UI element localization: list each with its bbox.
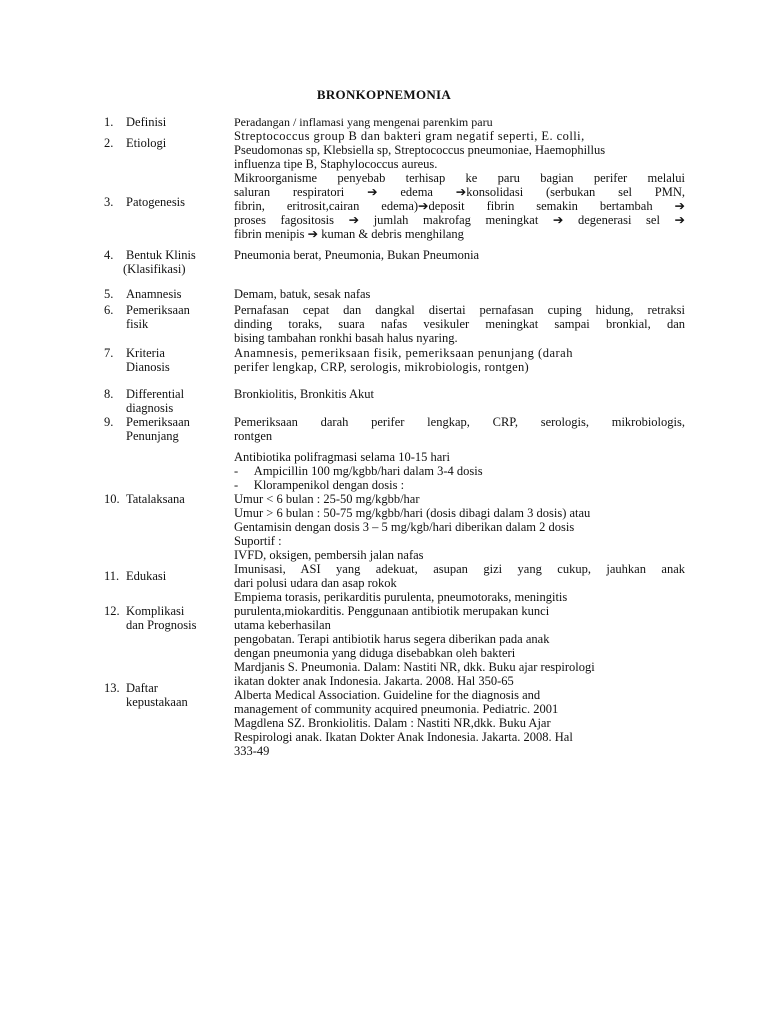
row-label: Etiologi xyxy=(126,136,167,150)
reference-line: ikatan dokter anak Indonesia. Jakarta. 2008. Hal 350-65 xyxy=(234,674,514,688)
content-line: Pemeriksaan darah perifer lengkap, CRP, serologis, mikrobiologis, xyxy=(234,415,685,429)
row-number: 9. xyxy=(104,415,114,429)
row-content xyxy=(234,660,685,758)
content-line: utama keberhasilan xyxy=(234,618,331,632)
row-content xyxy=(234,590,685,660)
content-line: Streptococcus group B dan bakteri gram negatif seperti, E. colli, xyxy=(234,129,585,143)
content-line: Gentamisin dengan dosis 3 – 5 mg/kgb/hari diberikan dalam 2 dosis xyxy=(234,520,575,534)
reference-line: Mardjanis S. Pneumonia. Dalam: Nastiti NR, dkk. Buku ajar respirologi xyxy=(234,660,595,674)
document-title: BRONKOPNEMONIA xyxy=(316,87,452,102)
row-label: Differential xyxy=(126,387,185,401)
content-line: Anamnesis, pemeriksaan fisik, pemeriksaan penunjang (darah xyxy=(234,346,573,360)
row-number: 11. xyxy=(104,569,120,583)
content-line: bising tambahan ronkhi basah halus nyaring. xyxy=(234,331,458,345)
row-number: 8. xyxy=(104,387,114,401)
row-label: Anamnesis xyxy=(126,287,182,301)
row-number: 5. xyxy=(104,287,114,301)
row-label: Definisi xyxy=(126,115,167,129)
row-content xyxy=(234,562,685,590)
row-content xyxy=(234,346,685,374)
row-content xyxy=(234,303,685,345)
row-label: Tatalaksana xyxy=(126,492,185,506)
row-label-line-2: Penunjang xyxy=(126,429,179,443)
row-number: 3. xyxy=(104,195,114,209)
row-label: Pemeriksaan xyxy=(126,303,190,317)
content-line: saluran respiratori ➔ edema ➔konsolidasi (serbukan sel PMN, xyxy=(234,185,685,199)
row-label: Bentuk Klinis xyxy=(126,248,196,262)
row-content xyxy=(234,287,685,301)
content-line: Antibiotika polifragmasi selama 10-15 hari xyxy=(234,450,450,464)
content-line: Peradangan / inflamasi yang mengenai parenkim paru xyxy=(234,115,493,129)
content-line: Pneumonia berat, Pneumonia, Bukan Pneumonia xyxy=(234,248,480,262)
row-label-line-2: (Klasifikasi) xyxy=(123,262,186,276)
content-line: dinding toraks, suara nafas vesikuler meningkat sampai bronkial, dan xyxy=(234,317,685,331)
content-line: IVFD, oksigen, pembersih jalan nafas xyxy=(234,548,424,562)
content-line: fibrin menipis ➔ kuman & debris menghilang xyxy=(234,227,464,241)
reference-line: management of community acquired pneumonia. Pediatric. 2001 xyxy=(234,702,559,716)
content-line: Pernafasan cepat dan dangkal disertai pernafasan cuping hidung, retraksi xyxy=(234,303,685,317)
row-number: 1. xyxy=(104,115,114,129)
row-number: 10. xyxy=(104,492,120,506)
row-number: 12. xyxy=(104,604,120,618)
reference-line: 333-49 xyxy=(234,744,270,758)
list-item: - Ampicillin 100 mg/kgbb/hari dalam 3-4 dosis xyxy=(234,464,483,478)
row-content xyxy=(234,115,685,129)
content-line: pengobatan. Terapi antibiotik harus segera diberikan pada anak xyxy=(234,632,550,646)
row-content xyxy=(234,171,685,241)
row-number: 13. xyxy=(104,681,120,695)
row-label: Patogenesis xyxy=(126,195,186,209)
row-content xyxy=(234,415,685,443)
row-number: 6. xyxy=(104,303,114,317)
row-number: 7. xyxy=(104,346,114,360)
content-line: fibrin, eritrosit,cairan edema)➔deposit fibrin semakin bertambah ➔ xyxy=(234,199,685,213)
content-line: Bronkiolitis, Bronkitis Akut xyxy=(234,387,374,401)
content-line: Suportif : xyxy=(234,534,282,548)
row-content xyxy=(234,129,685,171)
content-line: Demam, batuk, sesak nafas xyxy=(234,287,371,301)
row-content xyxy=(234,450,685,562)
content-line: rontgen xyxy=(234,429,273,443)
content-line: influenza tipe B, Staphylococcus aureus. xyxy=(234,157,438,171)
row-content xyxy=(234,387,685,401)
content-line: dengan pneumonia yang diduga disebabkan oleh bakteri xyxy=(234,646,516,660)
reference-line: Magdlena SZ. Bronkiolitis. Dalam : Nastiti NR,dkk. Buku Ajar xyxy=(234,716,551,730)
content-line: proses fagositosis ➔ jumlah makrofag meningkat ➔ degenerasi sel ➔ xyxy=(234,213,685,227)
row-label-line-2: dan Prognosis xyxy=(126,618,197,632)
row-number: 2. xyxy=(104,136,114,150)
content-line: Umur > 6 bulan : 50-75 mg/kgbb/hari (dosis dibagi dalam 3 dosis) atau xyxy=(234,506,591,520)
content-line: purulenta,miokarditis. Penggunaan antibiotik merupakan kunci xyxy=(234,604,550,618)
row-label: Pemeriksaan xyxy=(126,415,190,429)
row-label-line-2: Dianosis xyxy=(126,360,170,374)
reference-line: Respirologi anak. Ikatan Dokter Anak Indonesia. Jakarta. 2008. Hal xyxy=(234,730,573,744)
row-label-line-2: fisik xyxy=(126,317,149,331)
reference-line: Alberta Medical Association. Guideline for the diagnosis and xyxy=(234,688,541,702)
content-line: Imunisasi, ASI yang adekuat, asupan gizi yang cukup, jauhkan anak xyxy=(234,562,685,576)
row-label: Kriteria xyxy=(126,346,165,360)
content-line: Empiema torasis, perikarditis purulenta, pneumotoraks, meningitis xyxy=(234,590,568,604)
content-line: Mikroorganisme penyebab terhisap ke paru bagian perifer melalui xyxy=(234,171,685,185)
content-line: Umur < 6 bulan : 25-50 mg/kgbb/har xyxy=(234,492,420,506)
row-content xyxy=(234,248,685,262)
row-label: Edukasi xyxy=(126,569,167,583)
content-line: perifer lengkap, CRP, serologis, mikrobiologis, rontgen) xyxy=(234,360,529,374)
row-label: Komplikasi xyxy=(126,604,185,618)
row-label-line-2: kepustakaan xyxy=(126,695,188,709)
row-number: 4. xyxy=(104,248,114,262)
row-label: Daftar xyxy=(126,681,158,695)
content-line: Pseudomonas sp, Klebsiella sp, Streptococcus pneumoniae, Haemophillus xyxy=(234,143,606,157)
row-label-line-2: diagnosis xyxy=(126,401,174,415)
content-line: dari polusi udara dan asap rokok xyxy=(234,576,397,590)
list-item: - Klorampenikol dengan dosis : xyxy=(234,478,405,492)
